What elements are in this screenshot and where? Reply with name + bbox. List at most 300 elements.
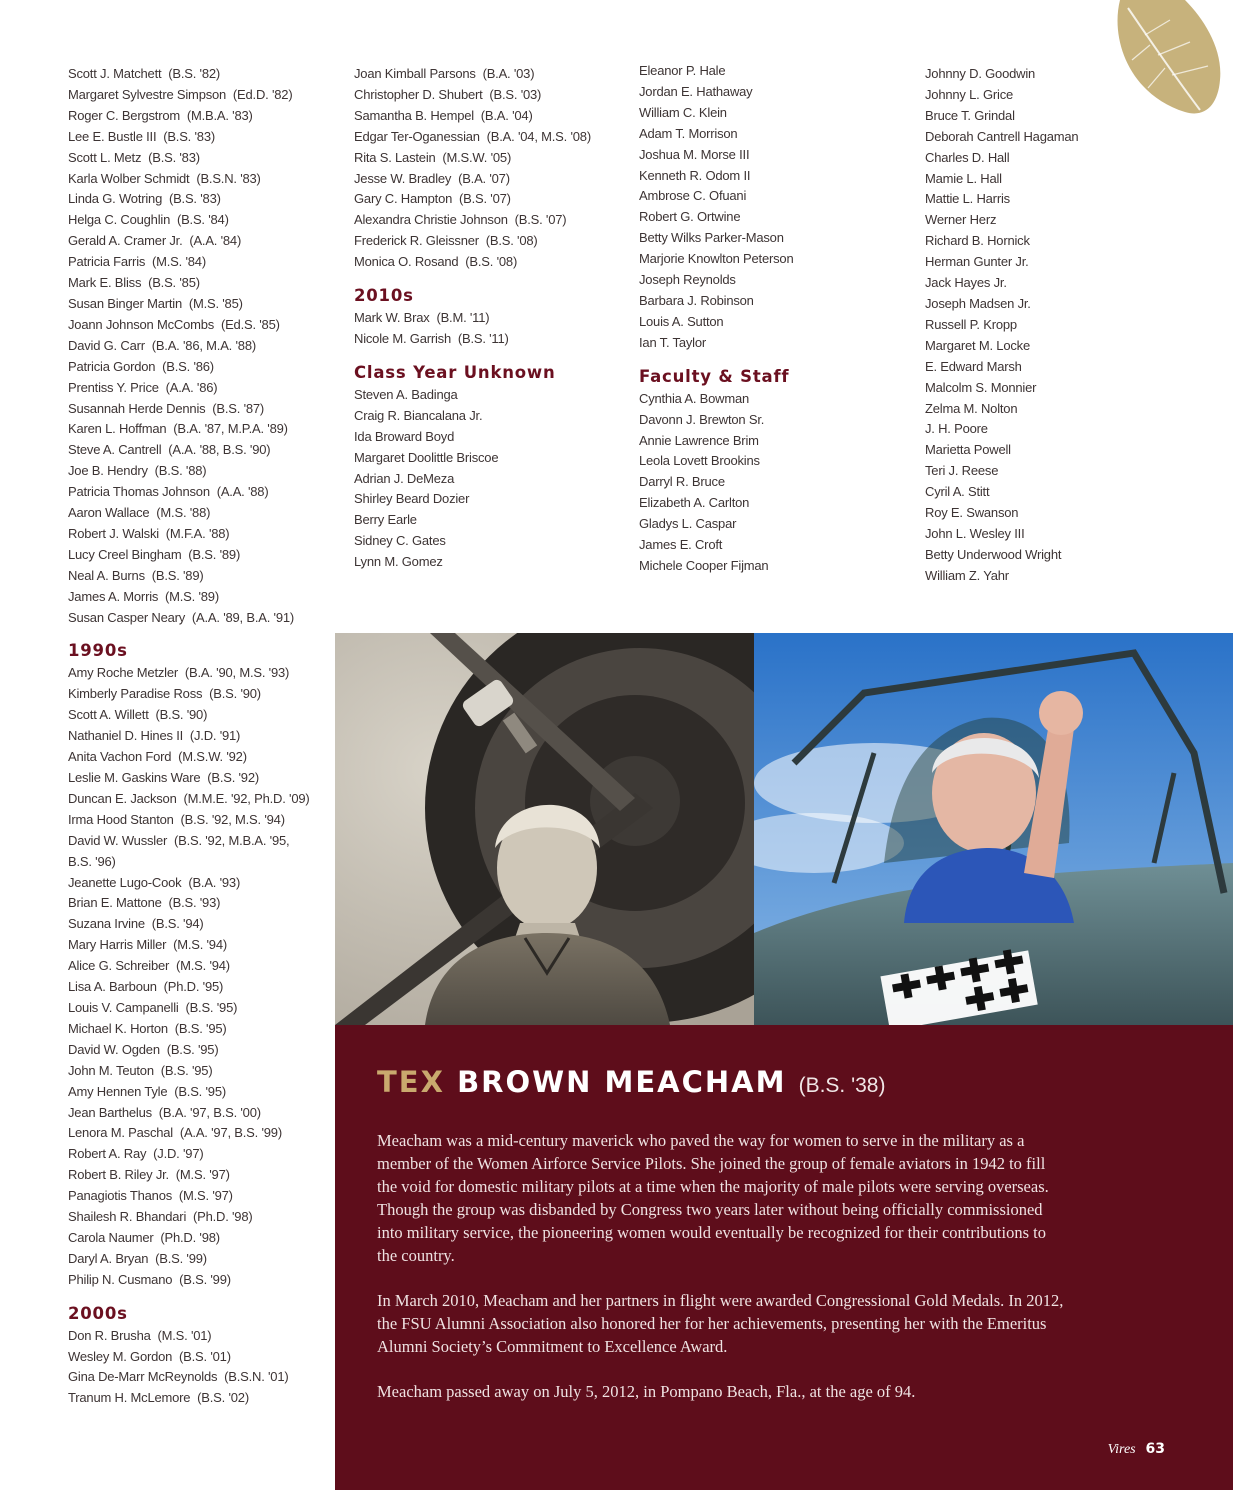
- list-item: [68, 893, 308, 914]
- alumni-name: Prentiss Y. Price: [68, 379, 159, 395]
- list-item: [68, 810, 308, 831]
- alumni-name: Karen L. Hoffman: [68, 421, 167, 437]
- alumni-name: Nicole M. Garrish: [354, 330, 452, 346]
- list-item: [925, 440, 1125, 461]
- alumni-name: Joseph Madsen Jr.: [925, 295, 1031, 311]
- alumni-degree: (M.S. '84): [152, 254, 206, 270]
- alumni-name: Michele Cooper Fijman: [639, 557, 769, 573]
- alumni-name: Scott L. Metz: [68, 149, 142, 165]
- list-item: [639, 207, 889, 228]
- list-item: [639, 61, 889, 82]
- list-item: [68, 831, 293, 873]
- alumni-degree: (M.S. '01): [157, 1327, 212, 1343]
- list-item: [68, 684, 308, 705]
- list-item: [68, 747, 308, 768]
- feature-panel: [335, 1025, 1233, 1490]
- list-item: [354, 127, 604, 148]
- list-item: [68, 231, 308, 252]
- list-item: [639, 410, 889, 431]
- alumni-name: Panagiotis Thanos: [68, 1188, 173, 1204]
- list-group-1990s: [68, 663, 308, 1290]
- alumni-name: Margaret Sylvestre Simpson: [68, 86, 227, 102]
- list-item: [68, 1326, 308, 1347]
- alumni-degree: (M.S. '97): [175, 1167, 230, 1183]
- alumni-name: Louis A. Sutton: [639, 313, 724, 329]
- alumni-name: Elizabeth A. Carlton: [639, 495, 750, 511]
- list-group-faculty: [639, 389, 889, 577]
- alumni-degree: (B.S. '86): [162, 358, 214, 374]
- alumni-name: Davonn J. Brewton Sr.: [639, 411, 765, 427]
- feature-last-name: BROWN MEACHAM: [457, 1065, 787, 1099]
- list-item: [639, 493, 889, 514]
- alumni-name: Nathaniel D. Hines II: [68, 728, 184, 744]
- alumni-name: Gary C. Hampton: [354, 191, 453, 207]
- list-item: [68, 998, 308, 1019]
- list-group-2000s: [68, 1326, 308, 1410]
- alumni-name: Jordan E. Hathaway: [639, 83, 753, 99]
- alumni-name: Leslie M. Gaskins Ware: [68, 770, 201, 785]
- alumni-name: Michael K. Horton: [68, 1020, 168, 1036]
- alumni-degree: (M.M.E. '92, Ph.D. '09): [183, 790, 310, 806]
- alumni-degree: (B.S. '85): [148, 275, 200, 291]
- alumni-degree: (B.S. '99): [179, 1271, 231, 1287]
- alumni-name: Joe B. Hendry: [68, 463, 148, 479]
- alumni-degree: (M.F.A. '88): [165, 525, 230, 541]
- list-item: [68, 1347, 308, 1368]
- list-group-2000s-cont: [354, 64, 604, 273]
- alumni-name: John M. Teuton: [68, 1062, 154, 1078]
- alumni-name: Shailesh R. Bhandari: [68, 1209, 187, 1225]
- list-item: [68, 1388, 308, 1409]
- list-item: [68, 399, 308, 420]
- alumni-degree: (B.S. '07): [458, 191, 511, 207]
- alumni-name: Roy E. Swanson: [925, 505, 1019, 521]
- alumni-degree: (A.A. '89, B.A. '91): [191, 609, 295, 625]
- list-item: [68, 768, 308, 789]
- alumni-name: Alice G. Schreiber: [68, 958, 170, 974]
- alumni-degree: (B.S. '92, M.B.A. '95, B.S. '96): [68, 832, 290, 869]
- list-item: [354, 469, 604, 490]
- alumni-name: J. H. Poore: [925, 421, 988, 437]
- alumni-degree: (M.S.W. '05): [442, 149, 512, 165]
- list-item: [354, 448, 604, 469]
- alumni-degree: (M.S.W. '92): [178, 749, 247, 765]
- list-item: [68, 315, 308, 336]
- list-item: [354, 169, 604, 190]
- alumni-degree: (M.S. '94): [173, 937, 227, 953]
- alumni-degree: (B.S. '83): [148, 149, 200, 165]
- alumni-name: Joann Johnson McCombs: [68, 316, 215, 332]
- list-item: [68, 1270, 308, 1291]
- alumni-degree: (B.S. '95): [174, 1083, 226, 1099]
- alumni-degree: (B.S. '95): [174, 1020, 227, 1036]
- alumni-degree: (B.S. '83): [168, 191, 221, 207]
- list-item: [68, 357, 308, 378]
- list-item: [68, 273, 308, 294]
- alumni-name: Linda G. Wotring: [68, 191, 163, 207]
- alumni-name: Joshua M. Morse III: [639, 146, 750, 162]
- alumni-name: Susan Binger Martin: [68, 295, 182, 311]
- alumni-degree: (B.S. '11): [457, 330, 509, 346]
- list-item: [354, 329, 604, 350]
- alumni-name: Irma Hood Stanton: [68, 811, 174, 827]
- alumni-degree: (B.S. '92, M.S. '94): [180, 811, 285, 827]
- list-item: [68, 1040, 308, 1061]
- list-item: [639, 556, 889, 577]
- alumni-name: Samantha B. Hempel: [354, 107, 474, 123]
- list-item: [68, 1207, 308, 1228]
- alumni-degree: (B.S. '83): [163, 128, 215, 144]
- list-item: [354, 231, 604, 252]
- alumni-name: Christopher D. Shubert: [354, 86, 483, 102]
- feature-degree: (B.S. '38): [798, 1074, 886, 1097]
- alumni-degree: (B.M. '11): [436, 310, 490, 326]
- alumni-name: Cyril A. Stitt: [925, 484, 990, 500]
- list-item: [925, 127, 1125, 148]
- list-item: [639, 451, 889, 472]
- name-column-2: [354, 64, 604, 573]
- alumni-degree: (B.S. '07): [514, 212, 567, 228]
- list-item: [354, 552, 604, 573]
- list-item: [925, 336, 1125, 357]
- alumni-degree: (B.S. '89): [188, 546, 241, 562]
- list-group-1980s: [68, 64, 308, 628]
- list-item: [68, 1165, 308, 1186]
- alumni-name: Suzana Irvine: [68, 916, 145, 932]
- alumni-name: Karla Wolber Schmidt: [68, 170, 190, 186]
- alumni-degree: (Ed.S. '85): [220, 316, 280, 332]
- list-item: [925, 357, 1125, 378]
- list-item: [354, 210, 604, 231]
- alumni-name: Ambrose C. Ofuani: [639, 188, 747, 204]
- alumni-degree: (B.S. '89): [151, 567, 204, 583]
- alumni-name: Adam T. Morrison: [639, 125, 738, 141]
- alumni-degree: (A.A. '84): [189, 233, 242, 249]
- list-item: [68, 524, 308, 545]
- alumni-name: Aaron Wallace: [68, 505, 150, 521]
- alumni-name: Anita Vachon Ford: [68, 749, 172, 765]
- alumni-degree: (B.S. '01): [179, 1348, 231, 1364]
- alumni-name: Malcolm S. Monnier: [925, 379, 1037, 395]
- list-item: [639, 249, 889, 270]
- alumni-name: Darryl R. Bruce: [639, 474, 725, 490]
- alumni-name: Patricia Thomas Johnson: [68, 484, 210, 500]
- alumni-name: Lenora M. Paschal: [68, 1125, 173, 1141]
- alumni-name: E. Edward Marsh: [925, 358, 1022, 374]
- list-item: [925, 503, 1125, 524]
- alumni-degree: (B.S. '93): [168, 895, 221, 911]
- list-item: [639, 472, 889, 493]
- list-item: [68, 1144, 308, 1165]
- list-item: [68, 726, 308, 747]
- alumni-name: Zelma M. Nolton: [925, 400, 1018, 416]
- section-heading-1990s: 1990s: [68, 641, 128, 661]
- alumni-degree: (B.S. '08): [465, 254, 518, 270]
- list-item: [68, 503, 308, 524]
- alumni-degree: (B.A. '04): [480, 107, 533, 123]
- list-item: [925, 252, 1125, 273]
- alumni-name: Edgar Ter-Oganessian: [354, 128, 480, 144]
- alumni-name: Ian T. Taylor: [639, 334, 707, 350]
- name-column-3: [639, 61, 889, 577]
- list-item: [925, 545, 1125, 566]
- alumni-degree: (B.S. '95): [160, 1062, 213, 1078]
- alumni-degree: (A.A. '86): [165, 379, 218, 395]
- list-item: [68, 914, 308, 935]
- alumni-degree: (J.D. '91): [189, 728, 241, 744]
- alumni-name: Jack Hayes Jr.: [925, 275, 1007, 291]
- alumni-degree: (B.S. '02): [197, 1390, 249, 1406]
- alumni-degree: (M.B.A. '83): [186, 107, 253, 123]
- alumni-degree: (B.S. '08): [485, 233, 538, 249]
- alumni-name: Margaret Doolittle Briscoe: [354, 449, 499, 465]
- list-item: [68, 1249, 308, 1270]
- alumni-degree: (M.S. '94): [176, 958, 230, 974]
- alumni-degree: (Ph.D. '95): [163, 979, 224, 995]
- list-item: [68, 294, 308, 315]
- alumni-name: Neal A. Burns: [68, 567, 145, 583]
- alumni-name: Monica O. Rosand: [354, 254, 459, 270]
- feature-paragraph-3: Meacham passed away on July 5, 2012, in Pompano Beach, Fla., at the age of 94.: [377, 1382, 916, 1401]
- alumni-name: Jeanette Lugo-Cook: [68, 874, 182, 890]
- list-item: [68, 378, 308, 399]
- alumni-name: Gladys L. Caspar: [639, 516, 737, 532]
- list-item: [68, 169, 308, 190]
- list-item: [68, 608, 308, 629]
- list-item: [639, 514, 889, 535]
- alumni-name: Marjorie Knowlton Peterson: [639, 251, 794, 267]
- list-item: [68, 1061, 308, 1082]
- alumni-degree: (M.S. '88): [156, 505, 211, 521]
- list-item: [68, 956, 308, 977]
- list-item: [354, 510, 604, 531]
- list-item: [68, 789, 308, 810]
- alumni-name: Betty Wilks Parker-Mason: [639, 230, 784, 246]
- list-item: [68, 1228, 308, 1249]
- list-item: [925, 566, 1125, 587]
- feature-paragraph-1: Meacham was a mid-century maverick who paved the way for women to serve in the military as a member of the Women Airforce Service Pilots. She joined the group of female aviators in 1942 to fill the void for domestic military pilots at a time when the majority of male pilots were serving overseas. Though the group was disbanded by Congress two years later without being officially commissioned into military service, the pioneering women would eventually be recognized for their contributions to the country.: [377, 1131, 1049, 1265]
- alumni-degree: (B.A. '90, M.S. '93): [184, 665, 290, 681]
- alumni-name: Marietta Powell: [925, 442, 1011, 458]
- alumni-degree: (B.S. '88): [154, 463, 207, 479]
- alumni-name: Roger C. Bergstrom: [68, 107, 180, 123]
- alumni-name: David G. Carr: [68, 337, 145, 353]
- alumni-name: Johnny L. Grice: [925, 86, 1014, 102]
- alumni-name: Jean Barthelus: [68, 1104, 152, 1120]
- list-item: [925, 231, 1125, 252]
- alumni-name: Frederick R. Gleissner: [354, 233, 479, 249]
- list-item: [68, 148, 308, 169]
- alumni-name: Jesse W. Bradley: [354, 170, 452, 186]
- alumni-name: Eleanor P. Hale: [639, 63, 726, 78]
- list-group-unknown-cont: [639, 61, 889, 354]
- alumni-name: Ida Broward Boyd: [354, 428, 455, 444]
- alumni-name: Rita S. Lastein: [354, 149, 436, 165]
- alumni-degree: (B.S. '82): [168, 66, 221, 81]
- alumni-name: Werner Herz: [925, 212, 997, 228]
- alumni-name: Robert B. Riley Jr.: [68, 1167, 169, 1183]
- list-item: [639, 291, 889, 312]
- list-item: [68, 127, 308, 148]
- list-item: [925, 106, 1125, 127]
- alumni-name: John L. Wesley III: [925, 525, 1025, 541]
- alumni-degree: (B.S. '99): [155, 1250, 207, 1266]
- list-item: [925, 148, 1125, 169]
- section-heading-2000s: 2000s: [68, 1303, 128, 1323]
- list-item: [354, 85, 604, 106]
- list-item: [68, 1019, 308, 1040]
- list-item: [925, 85, 1125, 106]
- alumni-name: Annie Lawrence Brim: [639, 432, 759, 448]
- alumni-name: Amy Hennen Tyle: [68, 1083, 168, 1099]
- alumni-degree: (J.D. '97): [153, 1146, 204, 1162]
- list-item: [68, 64, 308, 85]
- list-item: [68, 85, 308, 106]
- alumni-name: Richard B. Hornick: [925, 233, 1030, 249]
- alumni-name: Lucy Creel Bingham: [68, 546, 182, 562]
- alumni-degree: (B.S. '03): [489, 86, 542, 102]
- alumni-name: Brian E. Mattone: [68, 895, 162, 911]
- list-item: [639, 312, 889, 333]
- alumni-name: Shirley Beard Dozier: [354, 491, 470, 507]
- alumni-name: James E. Croft: [639, 537, 723, 553]
- alumni-degree: (M.S. '97): [178, 1188, 233, 1204]
- alumni-name: Mamie L. Hall: [925, 170, 1002, 186]
- alumni-degree: (M.S. '85): [188, 295, 243, 311]
- feature-paragraph-2: In March 2010, Meacham and her partners in flight were awarded Congressional Gold Medals. In 2012, the FSU Alumni Association also honored her for her achievements, presenting her with the Emeritus Alumni Society’s Commitment to Excellence Award.: [377, 1291, 1064, 1356]
- alumni-degree: (B.A. '03): [482, 66, 535, 81]
- list-item: [68, 440, 308, 461]
- alumni-degree: (A.A. '88, B.S. '90): [168, 442, 271, 458]
- name-column-1: [68, 64, 308, 1409]
- alumni-name: Patricia Gordon: [68, 358, 156, 374]
- page-folio: [1108, 1440, 1165, 1458]
- alumni-degree: (B.A. '93): [188, 874, 241, 890]
- alumni-degree: (B.S. '87): [212, 400, 265, 416]
- alumni-name: Betty Underwood Wright: [925, 546, 1062, 562]
- list-group-2010s: [354, 308, 604, 350]
- feature-first-name: TEX: [377, 1065, 445, 1099]
- alumni-name: Susannah Herde Dennis: [68, 400, 206, 416]
- list-item: [639, 270, 889, 291]
- list-item: [639, 228, 889, 249]
- list-item: [639, 333, 889, 354]
- list-item: [925, 210, 1125, 231]
- alumni-name: Robert A. Ray: [68, 1146, 147, 1162]
- alumni-name: Mark W. Brax: [354, 310, 430, 326]
- alumni-name: Helga C. Coughlin: [68, 212, 171, 228]
- list-item: [68, 1186, 308, 1207]
- list-item: [639, 186, 889, 207]
- photo-meacham-cockpit: [754, 633, 1233, 1025]
- list-item: [639, 431, 889, 452]
- alumni-name: Alexandra Christie Johnson: [354, 212, 508, 228]
- alumni-degree: (Ph.D. '98): [192, 1209, 253, 1225]
- alumni-name: Mattie L. Harris: [925, 191, 1010, 207]
- list-item: [68, 210, 308, 231]
- alumni-name: Amy Roche Metzler: [68, 665, 179, 681]
- list-item: [639, 103, 889, 124]
- alumni-name: Patricia Farris: [68, 254, 146, 270]
- section-heading-faculty-staff: Faculty & Staff: [639, 366, 790, 386]
- feature-title: [377, 1065, 885, 1099]
- list-item: [68, 189, 308, 210]
- alumni-degree: (A.A. '88): [216, 484, 269, 500]
- list-item: [925, 169, 1125, 190]
- list-item: [639, 389, 889, 410]
- alumni-degree: (B.S. '94): [151, 916, 204, 932]
- alumni-name: Johnny D. Goodwin: [925, 66, 1036, 81]
- list-item: [925, 64, 1125, 85]
- alumni-name: Louis V. Campanelli: [68, 999, 179, 1015]
- alumni-degree: (B.S.N. '01): [224, 1369, 289, 1385]
- alumni-name: Daryl A. Bryan: [68, 1250, 149, 1266]
- alumni-name: Gerald A. Cramer Jr.: [68, 233, 183, 249]
- list-item: [354, 106, 604, 127]
- list-item: [925, 482, 1125, 503]
- alumni-name: Joan Kimball Parsons: [354, 66, 476, 81]
- alumni-name: Tranum H. McLemore: [68, 1390, 191, 1406]
- list-item: [354, 385, 604, 406]
- alumni-name: Duncan E. Jackson: [68, 790, 177, 806]
- alumni-name: William Z. Yahr: [925, 567, 1009, 583]
- list-item: [68, 461, 308, 482]
- alumni-name: Philip N. Cusmano: [68, 1271, 173, 1287]
- alumni-degree: (B.S. '95): [166, 1041, 219, 1057]
- alumni-degree: (B.A. '07): [458, 170, 510, 186]
- list-item: [68, 545, 308, 566]
- alumni-name: William C. Klein: [639, 104, 727, 120]
- list-item: [68, 935, 308, 956]
- alumni-name: Leola Lovett Brookins: [639, 453, 760, 469]
- alumni-degree: (Ed.D. '82): [232, 86, 293, 102]
- list-item: [639, 535, 889, 556]
- alumni-name: Robert J. Walski: [68, 525, 159, 541]
- list-item: [68, 106, 308, 127]
- list-item: [354, 531, 604, 552]
- list-item: [354, 189, 604, 210]
- list-item: [354, 406, 604, 427]
- alumni-name: Herman Gunter Jr.: [925, 254, 1029, 270]
- list-item: [68, 587, 308, 608]
- list-item: [925, 461, 1125, 482]
- alumni-name: David W. Wussler: [68, 832, 168, 848]
- alumni-name: Teri J. Reese: [925, 463, 999, 479]
- alumni-name: Kimberly Paradise Ross: [68, 686, 203, 702]
- list-item: [925, 315, 1125, 336]
- alumni-name: Gina De-Marr McReynolds: [68, 1369, 218, 1385]
- list-item: [925, 378, 1125, 399]
- list-item: [639, 82, 889, 103]
- list-item: [68, 1123, 308, 1144]
- alumni-name: Carola Naumer: [68, 1229, 154, 1245]
- alumni-degree: (B.S.N. '83): [196, 170, 261, 186]
- alumni-name: Russell P. Kropp: [925, 316, 1017, 332]
- alumni-degree: (B.S. '95): [185, 999, 238, 1015]
- alumni-degree: (Ph.D. '98): [160, 1229, 220, 1245]
- section-heading-class-year-unknown: Class Year Unknown: [354, 362, 556, 382]
- alumni-name: Mark E. Bliss: [68, 275, 142, 291]
- list-item: [354, 308, 604, 329]
- list-item: [68, 1103, 308, 1124]
- list-item: [639, 145, 889, 166]
- alumni-name: David W. Ogden: [68, 1041, 160, 1057]
- alumni-name: Susan Casper Neary: [68, 609, 186, 625]
- alumni-degree: (B.A. '87, M.P.A. '89): [173, 421, 288, 437]
- list-item: [68, 1082, 308, 1103]
- alumni-name: Joseph Reynolds: [639, 272, 736, 288]
- alumni-name: Wesley M. Gordon: [68, 1348, 173, 1364]
